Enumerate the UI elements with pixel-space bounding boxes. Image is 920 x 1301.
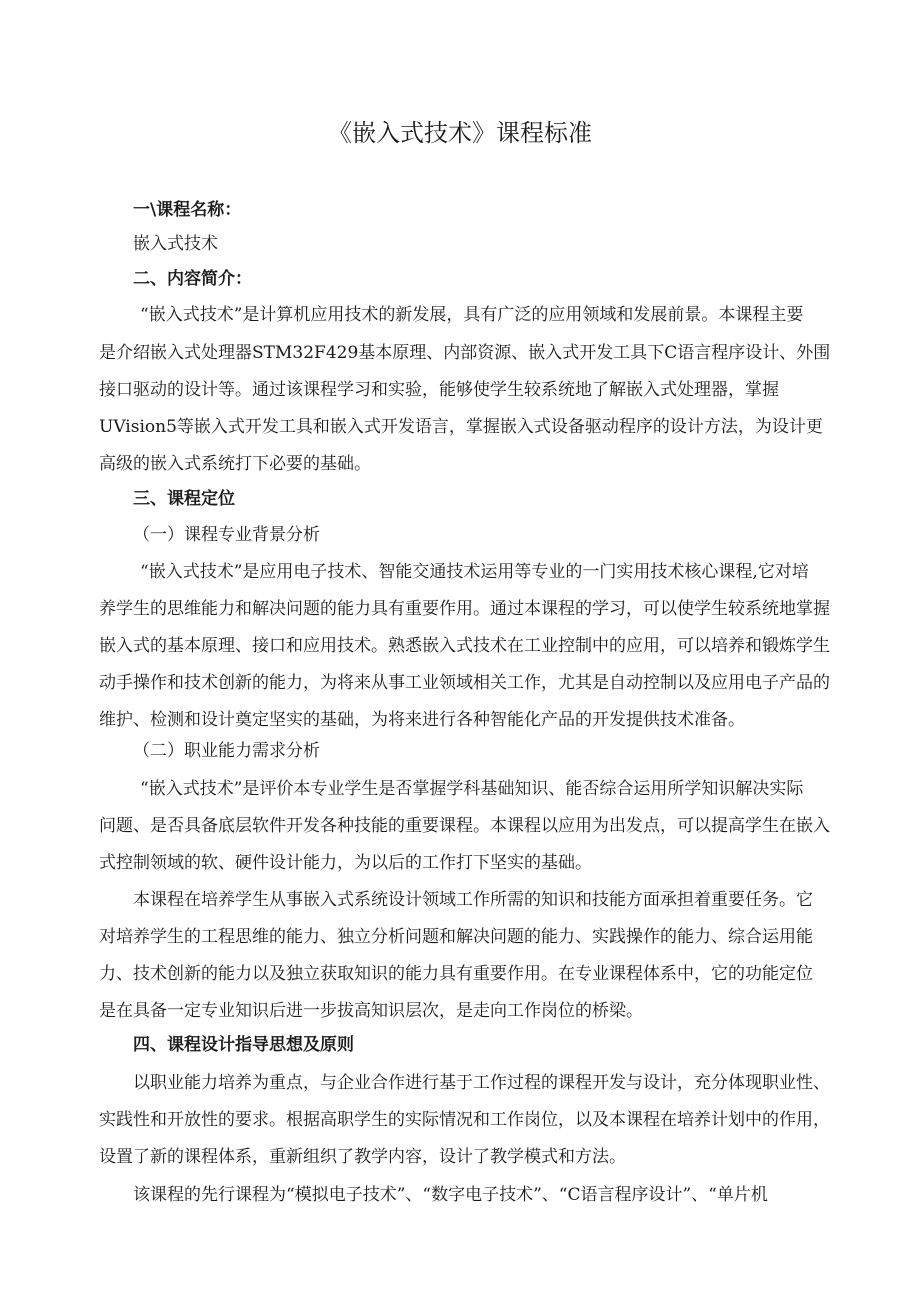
page-title: 《嵌入式技术》课程标准 xyxy=(328,119,592,147)
positioning-line: 是在具备一定专业知识后进一步拔高知识层次，是走向工作岗位的桥梁。 xyxy=(99,1001,643,1021)
section-heading-course-name: 一\课程名称： xyxy=(133,200,242,220)
prerequisite-line: 该课程的先行课程为“模拟电子技术”、“数字电子技术”、“C语言程序设计”、“单片机 xyxy=(133,1185,768,1205)
intro-line: 高级的嵌入式系统打下必要的基础。 xyxy=(99,454,371,474)
ability-line: 式控制领域的软、硬件设计能力，为以后的工作打下坚实的基础。 xyxy=(99,853,592,873)
positioning-line: 本课程在培养学生从事嵌入式系统设计领域工作所需的知识和技能方面承担着重要任务。它 xyxy=(133,890,813,910)
background-line: 动手操作和技术创新的能力，为将来从事工业领域相关工作，尤其是自动控制以及应用电子产品的 xyxy=(99,673,830,693)
positioning-line: 对培养学生的工程思维的能力、独立分析问题和解决问题的能力、实践操作的能力、综合运用能 xyxy=(99,927,813,947)
intro-line: 是介绍嵌入式处理器STM32F429基本原理、内部资源、嵌入式开发工具下C语言程序设计、外围 xyxy=(99,343,831,363)
intro-line: 接口驱动的设计等。通过该课程学习和实验，能够使学生较系统地了解嵌入式处理器，掌握 xyxy=(99,380,779,400)
intro-line: “嵌入式技术”是计算机应用技术的新发展，具有广泛的应用领域和发展前景。本课程主要 xyxy=(140,305,804,325)
design-line: 实践性和开放性的要求。根据高职学生的实际情况和工作岗位，以及本课程在培养计划中的作用， xyxy=(99,1110,830,1130)
positioning-line: 力、技术创新的能力以及独立获取知识的能力具有重要作用。在专业课程体系中，它的功能定位 xyxy=(99,964,813,984)
design-line: 以职业能力培养为重点，与企业合作进行基于工作过程的课程开发与设计，充分体现职业性、 xyxy=(133,1073,830,1093)
subheading-ability: （二）职业能力需求分析 xyxy=(133,741,320,761)
section-heading-intro: 二、内容简介： xyxy=(133,269,252,289)
course-name-value: 嵌入式技术 xyxy=(133,234,218,254)
ability-line: “嵌入式技术”是评价本专业学生是否掌握学科基础知识、能否综合运用所学知识解决实际 xyxy=(140,779,804,799)
design-line: 设置了新的课程体系，重新组织了教学内容，设计了教学模式和方法。 xyxy=(99,1147,626,1167)
ability-line: 问题、是否具备底层软件开发各种技能的重要课程。本课程以应用为出发点，可以提高学生在嵌入 xyxy=(99,816,830,836)
subheading-background: （一）课程专业背景分析 xyxy=(133,525,320,545)
section-heading-design: 四、课程设计指导思想及原则 xyxy=(133,1035,354,1055)
background-line: 养学生的思维能力和解决问题的能力具有重要作用。通过本课程的学习，可以使学生较系统地掌握 xyxy=(99,599,830,619)
intro-line: UVision5等嵌入式开发工具和嵌入式开发语言，掌握嵌入式设备驱动程序的设计方法，为设计更 xyxy=(99,417,823,437)
background-line: “嵌入式技术”是应用电子技术、智能交通技术运用等专业的一门实用技术核心课程,它对培 xyxy=(140,562,809,582)
background-line: 维护、检测和设计奠定坚实的基础，为将来进行各种智能化产品的开发提供技术准备。 xyxy=(99,710,745,730)
background-line: 嵌入式的基本原理、接口和应用技术。熟悉嵌入式技术在工业控制中的应用，可以培养和锻炼学生 xyxy=(99,636,830,656)
section-heading-positioning: 三、课程定位 xyxy=(133,489,235,509)
